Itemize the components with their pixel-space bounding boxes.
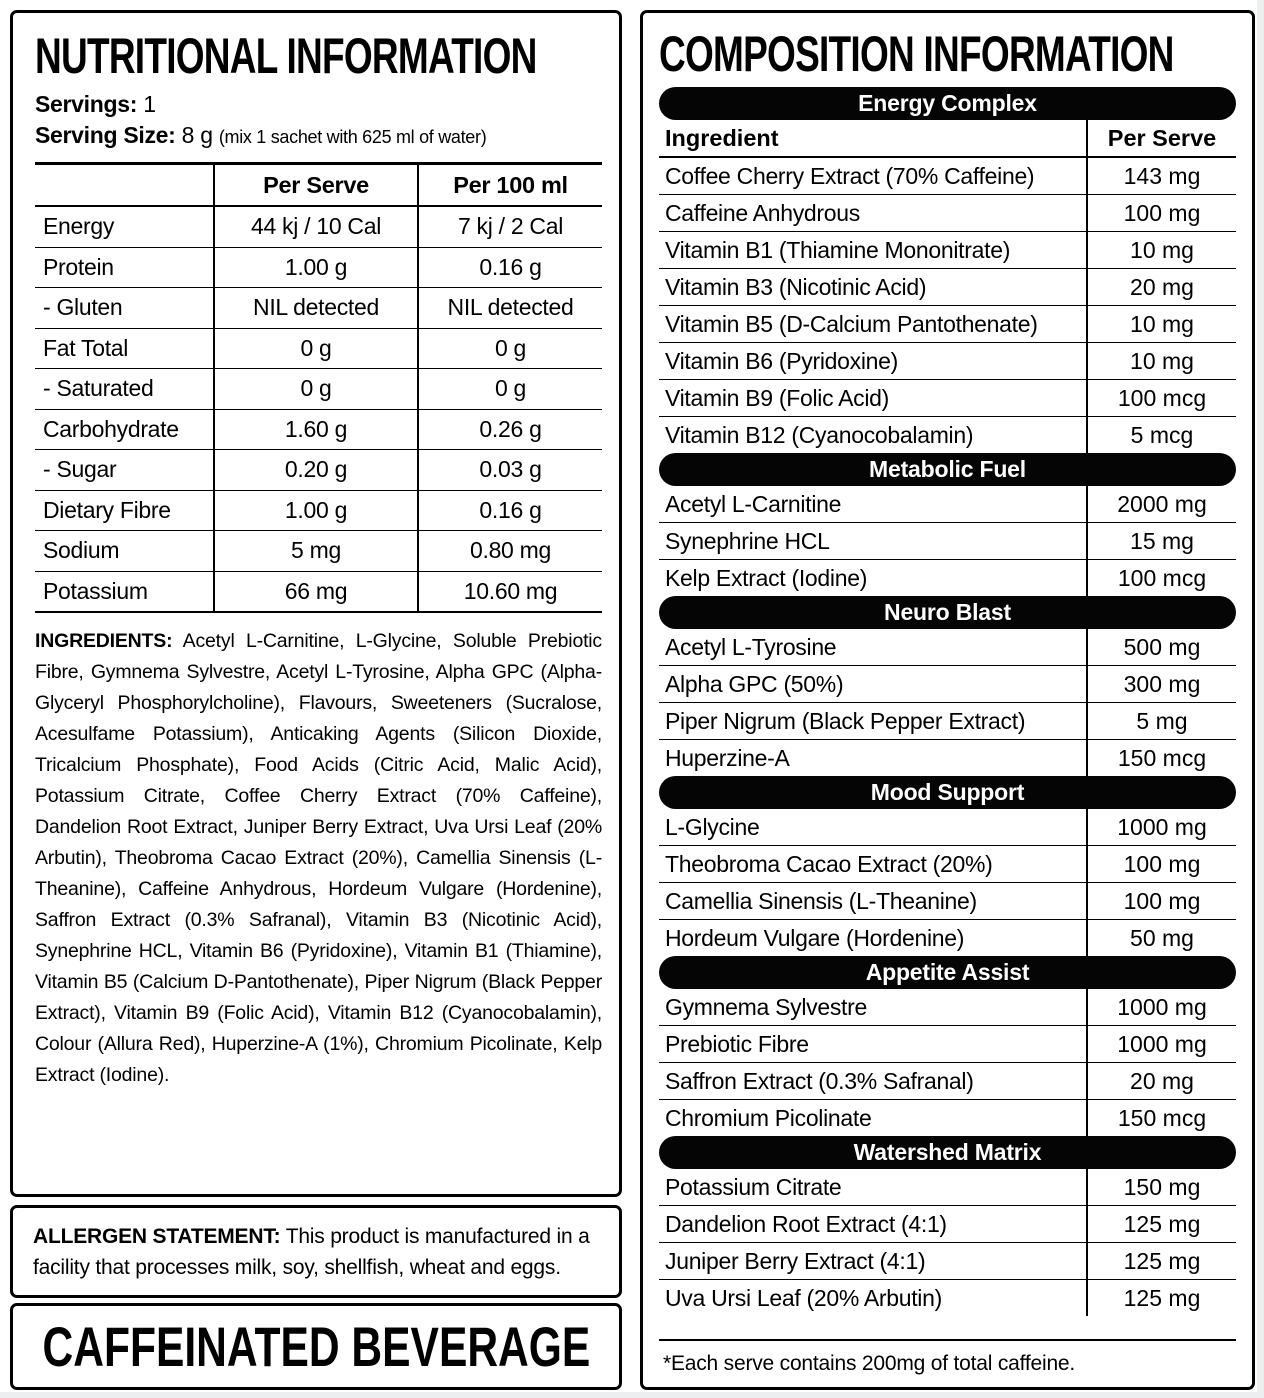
caffeinated-banner-text: CAFFEINATED BEVERAGE [42,1315,590,1378]
composition-row [659,845,1236,882]
nutrition-value: 10.60 mg [417,572,602,612]
composition-row [659,809,1236,845]
composition-row [659,739,1236,776]
section-rows [659,486,1236,596]
nutrition-value: 0.26 g [417,410,602,450]
composition-row [659,665,1236,702]
composition-row [659,1062,1236,1099]
nutrition-value: 0 g [213,369,417,409]
section-header-pill: Neuro Blast [659,596,1236,629]
section-rows [659,158,1236,453]
composition-row [659,1169,1236,1205]
nutrition-column-header: Per 100 ml [417,165,602,205]
ingredient-amount: 20 mg [1086,269,1236,305]
ingredient-name: Kelp Extract (Iodine) [665,564,868,591]
ingredient-name: Prebiotic Fibre [665,1030,809,1057]
nutrient-name: Dietary Fibre [43,496,171,523]
nutrition-value: 0 g [417,329,602,369]
nutrition-value: 1.00 g [213,248,417,288]
servings-line [35,89,602,120]
serving-size-note: (mix 1 sachet with 625 ml of water) [218,127,487,147]
ingredient-name: Gymnema Sylvestre [665,993,867,1020]
nutrition-table [35,162,602,613]
nutrition-value: 0.16 g [417,248,602,288]
nutrition-value: 0.20 g [213,450,417,490]
nutrient-name: Potassium [43,577,148,604]
ingredient-name: Saffron Extract (0.3% Safranal) [665,1067,974,1094]
allergen-label: ALLERGEN STATEMENT: [33,1225,281,1248]
nutrition-row [35,450,602,491]
composition-row [659,342,1236,379]
composition-row [659,305,1236,342]
caffeinated-banner [10,1303,622,1390]
nutrition-row [35,572,602,612]
nutrition-value: 0 g [213,329,417,369]
ingredient-amount: 100 mg [1086,195,1236,231]
serving-size-value: 8 g [181,122,213,148]
ingredient-name: Dandelion Root Extract (4:1) [665,1210,947,1237]
nutrition-row [35,329,602,370]
composition-row [659,1025,1236,1062]
ingredients-text: Acetyl L-Carnitine, L-Glycine, Soluble Prebiotic Fibre, Gymnema Sylvestre, Acetyl L-Tyrosine, Alpha GPC (Alpha-Glyceryl Phosphorylcholine), Flavours, Sweeteners (Sucralose, Acesulfame Potassium), Anticaking Agents (Silicon Dioxide, Tricalcium Phosphate), Food Acids (Citric Acid, Malic Acid), Potassium Citrate, Coffee Cherry Extract (70% Caffeine), Dandelion Root Extract, Juniper Berry Extract, Uva Ursi Leaf (20% Arbutin), Theobroma Cacao Extract (20%), Camellia Sinensis (L-Theanine), Caffeine Anhydrous, Hordeum Vulgare (Hordenine), Saffron Extract (0.3% Safranal), Vitamin B3 (Nicotinic Acid), Synephrine HCL, Vitamin B6 (Pyridoxine), Vitamin B1 (Thiamine), Vitamin B5 (Calcium D-Pantothenate), Piper Nigrum (Black Pepper Extract), Vitamin B9 (Folic Acid), Vitamin B12 (Cyanocobalamin), Colour (Allura Red), Huperzine-A (1%), Chromium Picolinate, Kelp Extract (Iodine). [35,630,602,1086]
ingredient-amount: 10 mg [1086,232,1236,268]
ingredient-amount: 50 mg [1086,920,1236,956]
per-serve-column-header: Per Serve [1086,120,1236,156]
ingredient-amount: 125 mg [1086,1243,1236,1279]
composition-row [659,268,1236,305]
ingredient-name: Acetyl L-Carnitine [665,490,842,517]
nutrition-row [35,531,602,572]
composition-table-body [659,158,1236,1316]
composition-row [659,416,1236,453]
nutrition-value: NIL detected [417,288,602,328]
nutrition-panel [10,10,622,1197]
ingredient-name: L-Glycine [665,813,760,840]
left-column [10,10,622,1390]
ingredient-amount: 100 mcg [1086,380,1236,416]
nutrient-name: Energy [43,213,115,240]
nutrition-value: 0 g [417,369,602,409]
composition-panel [640,10,1255,1390]
ingredient-name: Juniper Berry Extract (4:1) [665,1247,926,1274]
composition-row [659,989,1236,1025]
composition-title: COMPOSITION INFORMATION [659,26,1174,82]
ingredients-paragraph [35,626,602,1091]
ingredient-amount: 150 mcg [1086,740,1236,776]
ingredient-amount: 5 mg [1086,703,1236,739]
ingredient-name: Vitamin B3 (Nicotinic Acid) [665,273,927,300]
composition-row [659,702,1236,739]
section-rows [659,989,1236,1136]
section-rows [659,1169,1236,1316]
composition-row [659,629,1236,665]
section-header-pill: Appetite Assist [659,956,1236,989]
nutrition-value: 5 mg [213,531,417,571]
ingredient-name: Chromium Picolinate [665,1104,872,1131]
section-header-pill: Watershed Matrix [659,1136,1236,1169]
nutrition-row [35,369,602,410]
composition-row [659,379,1236,416]
nutrition-row [35,491,602,532]
ingredient-name: Vitamin B6 (Pyridoxine) [665,347,898,374]
composition-row [659,919,1236,956]
composition-row [659,194,1236,231]
ingredient-amount: 10 mg [1086,343,1236,379]
allergen-paragraph [33,1221,599,1283]
ingredient-name: Huperzine-A [665,744,790,771]
nutrition-value: NIL detected [213,288,417,328]
ingredient-amount: 2000 mg [1086,486,1236,522]
nutrition-value: 1.60 g [213,410,417,450]
section-header-pill: Energy Complex [659,87,1236,120]
ingredient-name: Piper Nigrum (Black Pepper Extract) [665,707,1026,734]
ingredient-amount: 125 mg [1086,1280,1236,1316]
ingredient-amount: 300 mg [1086,666,1236,702]
nutrient-name: Sodium [43,537,120,564]
servings-label: Servings: [35,91,138,117]
ingredient-name: Synephrine HCL [665,527,830,554]
nutrient-name: Fat Total [43,334,129,361]
nutrition-row [35,248,602,289]
ingredient-amount: 5 mcg [1086,417,1236,453]
nutrition-row [35,410,602,451]
ingredient-amount: 100 mg [1086,846,1236,882]
nutrition-column-header [35,165,213,205]
composition-row [659,882,1236,919]
composition-table-header [659,120,1236,158]
nutrient-name: - Sugar [43,456,117,483]
serving-size-label: Serving Size: [35,122,176,148]
ingredient-name: Vitamin B1 (Thiamine Mononitrate) [665,236,1011,263]
servings-value: 1 [143,91,156,117]
nutrition-table-header-row [35,165,602,207]
page-edge-bottom [0,1392,1264,1398]
nutrition-value: 66 mg [213,572,417,612]
caffeine-footnote: *Each serve contains 200mg of total caffeine. [659,1339,1236,1387]
nutrition-column-header: Per Serve [213,165,417,205]
ingredient-name: Caffeine Anhydrous [665,199,860,226]
ingredient-name: Potassium Citrate [665,1173,842,1200]
ingredient-name: Vitamin B5 (D-Calcium Pantothenate) [665,310,1038,337]
nutrient-name: Protein [43,253,114,280]
ingredient-amount: 1000 mg [1086,1026,1236,1062]
ingredient-amount: 15 mg [1086,523,1236,559]
ingredient-name: Uva Ursi Leaf (20% Arbutin) [665,1284,942,1311]
ingredient-amount: 100 mcg [1086,560,1236,596]
nutrition-value: 0.80 mg [417,531,602,571]
nutrition-value: 7 kj / 2 Cal [417,207,602,247]
section-header-pill: Mood Support [659,776,1236,809]
nutrient-name: Carbohydrate [43,415,179,442]
allergen-box [10,1205,622,1298]
ingredients-label: INGREDIENTS: [35,630,173,652]
section-rows [659,809,1236,956]
ingredient-name: Coffee Cherry Extract (70% Caffeine) [665,162,1035,189]
page-edge-right [1257,0,1264,1398]
nutrition-value: 1.00 g [213,491,417,531]
composition-row [659,1279,1236,1316]
ingredient-name: Theobroma Cacao Extract (20%) [665,850,993,877]
nutrition-row [35,207,602,248]
nutrition-value: 0.03 g [417,450,602,490]
composition-row [659,158,1236,194]
ingredient-name: Camellia Sinensis (L-Theanine) [665,887,977,914]
ingredient-amount: 125 mg [1086,1206,1236,1242]
nutrient-name: - Saturated [43,375,154,402]
composition-row [659,559,1236,596]
ingredient-amount: 143 mg [1086,158,1236,194]
ingredient-amount: 1000 mg [1086,809,1236,845]
ingredient-amount: 150 mcg [1086,1100,1236,1136]
ingredient-name: Acetyl L-Tyrosine [665,633,837,660]
composition-row [659,1099,1236,1136]
composition-row [659,486,1236,522]
ingredient-amount: 20 mg [1086,1063,1236,1099]
composition-row [659,1242,1236,1279]
section-rows [659,629,1236,776]
ingredient-name: Hordeum Vulgare (Hordenine) [665,924,965,951]
composition-row [659,1205,1236,1242]
allergen-text: This product is manufactured in a facility that processes milk, soy, shellfish, wheat and eggs. [33,1225,590,1279]
ingredient-amount: 500 mg [1086,629,1236,665]
ingredient-amount: 10 mg [1086,306,1236,342]
ingredient-amount: 100 mg [1086,883,1236,919]
nutrition-row [35,288,602,329]
ingredient-column-header: Ingredient [665,124,779,151]
nutrition-title: NUTRITIONAL INFORMATION [35,28,537,84]
serving-size-line [35,120,602,153]
section-header-pill: Metabolic Fuel [659,453,1236,486]
nutrition-value: 0.16 g [417,491,602,531]
ingredient-name: Alpha GPC (50%) [665,670,844,697]
ingredient-amount: 1000 mg [1086,989,1236,1025]
composition-row [659,522,1236,559]
composition-row [659,231,1236,268]
nutrition-value: 44 kj / 10 Cal [213,207,417,247]
ingredient-name: Vitamin B9 (Folic Acid) [665,384,890,411]
ingredient-amount: 150 mg [1086,1169,1236,1205]
ingredient-name: Vitamin B12 (Cyanocobalamin) [665,421,974,448]
nutrient-name: - Gluten [43,294,123,321]
